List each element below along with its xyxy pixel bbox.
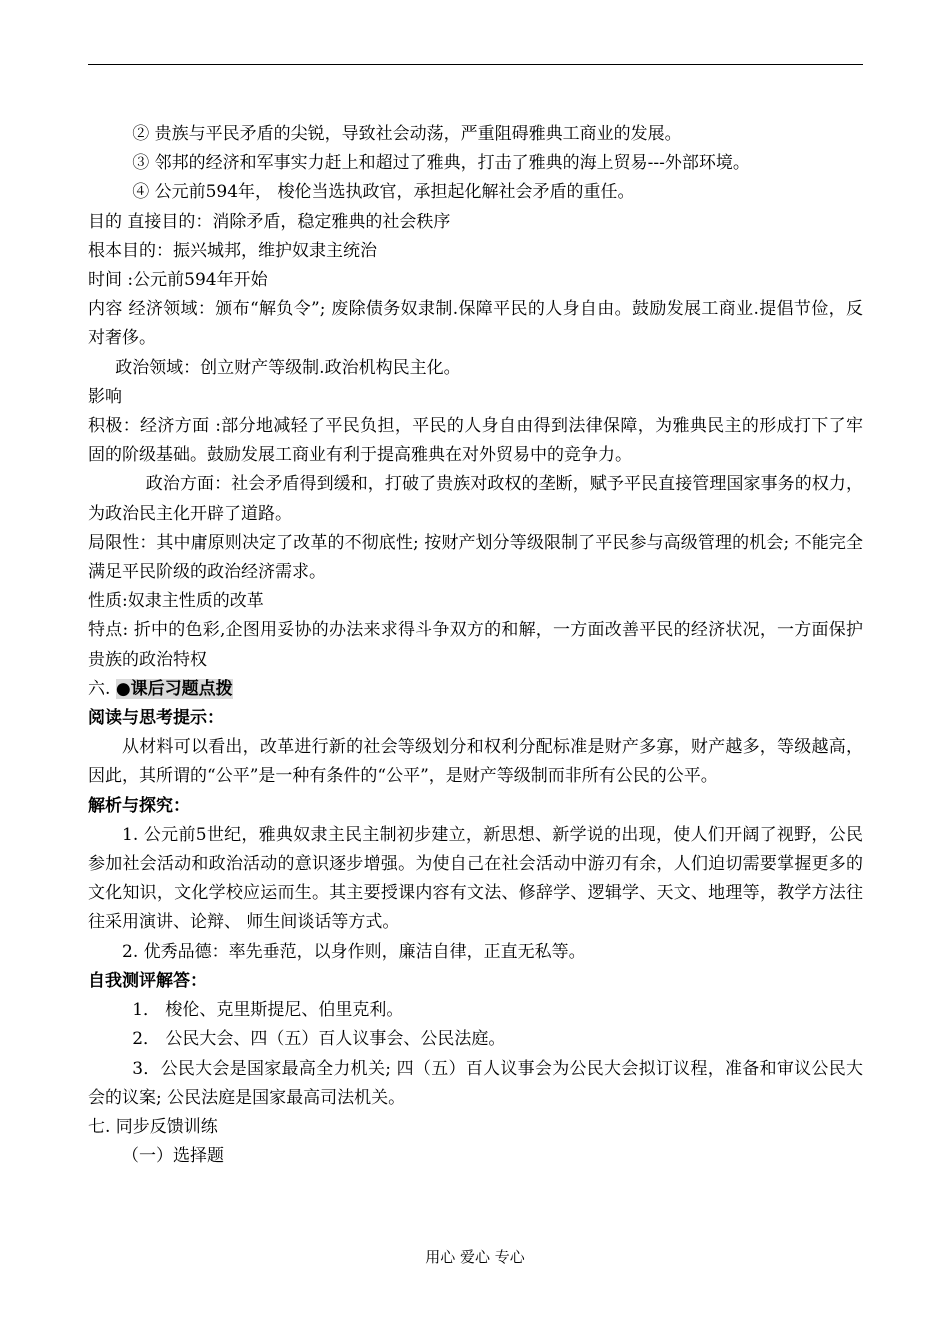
subheading: 解析与探究：: [88, 795, 190, 816]
text-line: 政治领域：创立财产等级制.政治机构民主化。: [115, 357, 461, 378]
list-item: 2． 公民大会、四（五）百人议事会、公民法庭。: [132, 1029, 506, 1050]
text-line: 时间 :公元前594年开始: [88, 270, 268, 291]
paragraph: 2. 优秀品德：率先垂范，以身作则，廉洁自律，正直无私等。: [122, 941, 586, 962]
section-title: ●课后习题点拨: [115, 678, 233, 699]
section-number: 六.: [88, 678, 111, 699]
text-line: 根本目的：振兴城邦，维护奴隶主统治: [88, 240, 377, 261]
subheading: 阅读与思考提示：: [88, 708, 224, 729]
list-item: 3．公民大会是国家最高全力机关; 四（五）百人议事会为公民大会拟订议程，准备和审议公民大会的议案; 公民法庭是国家最高司法机关。: [88, 1058, 863, 1108]
text-line: 局限性：其中庸原则决定了改革的不彻底性; 按财产划分等级限制了平民参与高级管理的机会; 不能完全满足平民阶级的政治经济需求。: [88, 532, 863, 583]
text-line: 特点: 折中的色彩,企图用妥协的办法来求得斗争双方的和解，一方面改善平民的经济状况，一方面保护贵族的政治特权: [88, 620, 863, 670]
subsection-heading: （一）选择题: [122, 1146, 224, 1167]
subheading: 自我测评解答：: [88, 970, 207, 991]
text-line: 政治方面：社会矛盾得到缓和，打破了贵族对政权的垄断，赋予平民直接管理国家事务的权力，为政治民主化开辟了道路。: [88, 474, 863, 524]
section-heading: [88, 675, 863, 704]
section-heading: 七. 同步反馈训练: [88, 1116, 218, 1137]
text-line: 积极：经济方面 :部分地减轻了平民负担，平民的人身自由得到法律保障，为雅典民主的形成打下了牢固的阶级基础。鼓励发展工商业有利于提高雅典在对外贸易中的竞争力。: [88, 416, 863, 466]
page-footer: 用心 爱心 专心: [425, 1248, 525, 1266]
text-line: 性质:奴隶主性质的改革: [88, 591, 264, 612]
text-line: 内容 经济领域：颁布“解负令”; 废除债务奴隶制.保障平民的人身自由。鼓励发展工商业.提倡节俭，反对奢侈。: [88, 299, 863, 349]
text-line: 影响: [88, 386, 122, 407]
paragraph: 1. 公元前5世纪，雅典奴隶主民主制初步建立，新思想、新学说的出现，使人们开阔了视野，公民参加社会活动和政治活动的意识逐步增强。为使自己在社会活动中游刃有余，人们迫切需要掌握更多的文化知识，文化学校应运而生。其主要授课内容有文法、修辞学、逻辑学、天文、地理等，教学方法往往采用演讲、论辩、 师生间谈话等方式。: [88, 824, 863, 933]
text-line: 目的 直接目的：消除矛盾，稳定雅典的社会秩序: [88, 211, 451, 232]
list-item: 1． 梭伦、克里斯提尼、伯里克利。: [132, 1000, 404, 1021]
paragraph: 从材料可以看出，改革进行新的社会等级划分和权利分配标准是财产多寡，财产越多，等级越高，因此，其所谓的“公平”是一种有条件的“公平”，是财产等级制而非所有公民的公平。: [88, 737, 863, 787]
header-rule: [88, 64, 863, 65]
text-line: ③ 邻邦的经济和军事实力赶上和超过了雅典，打击了雅典的海上贸易---外部环境。: [132, 153, 750, 174]
text-line: ② 贵族与平民矛盾的尖锐，导致社会动荡，严重阻碍雅典工商业的发展。: [132, 124, 682, 144]
text-line: ④ 公元前594年， 梭伦当选执政官，承担起化解社会矛盾的重任。: [132, 182, 635, 203]
document-body: [88, 120, 863, 1171]
